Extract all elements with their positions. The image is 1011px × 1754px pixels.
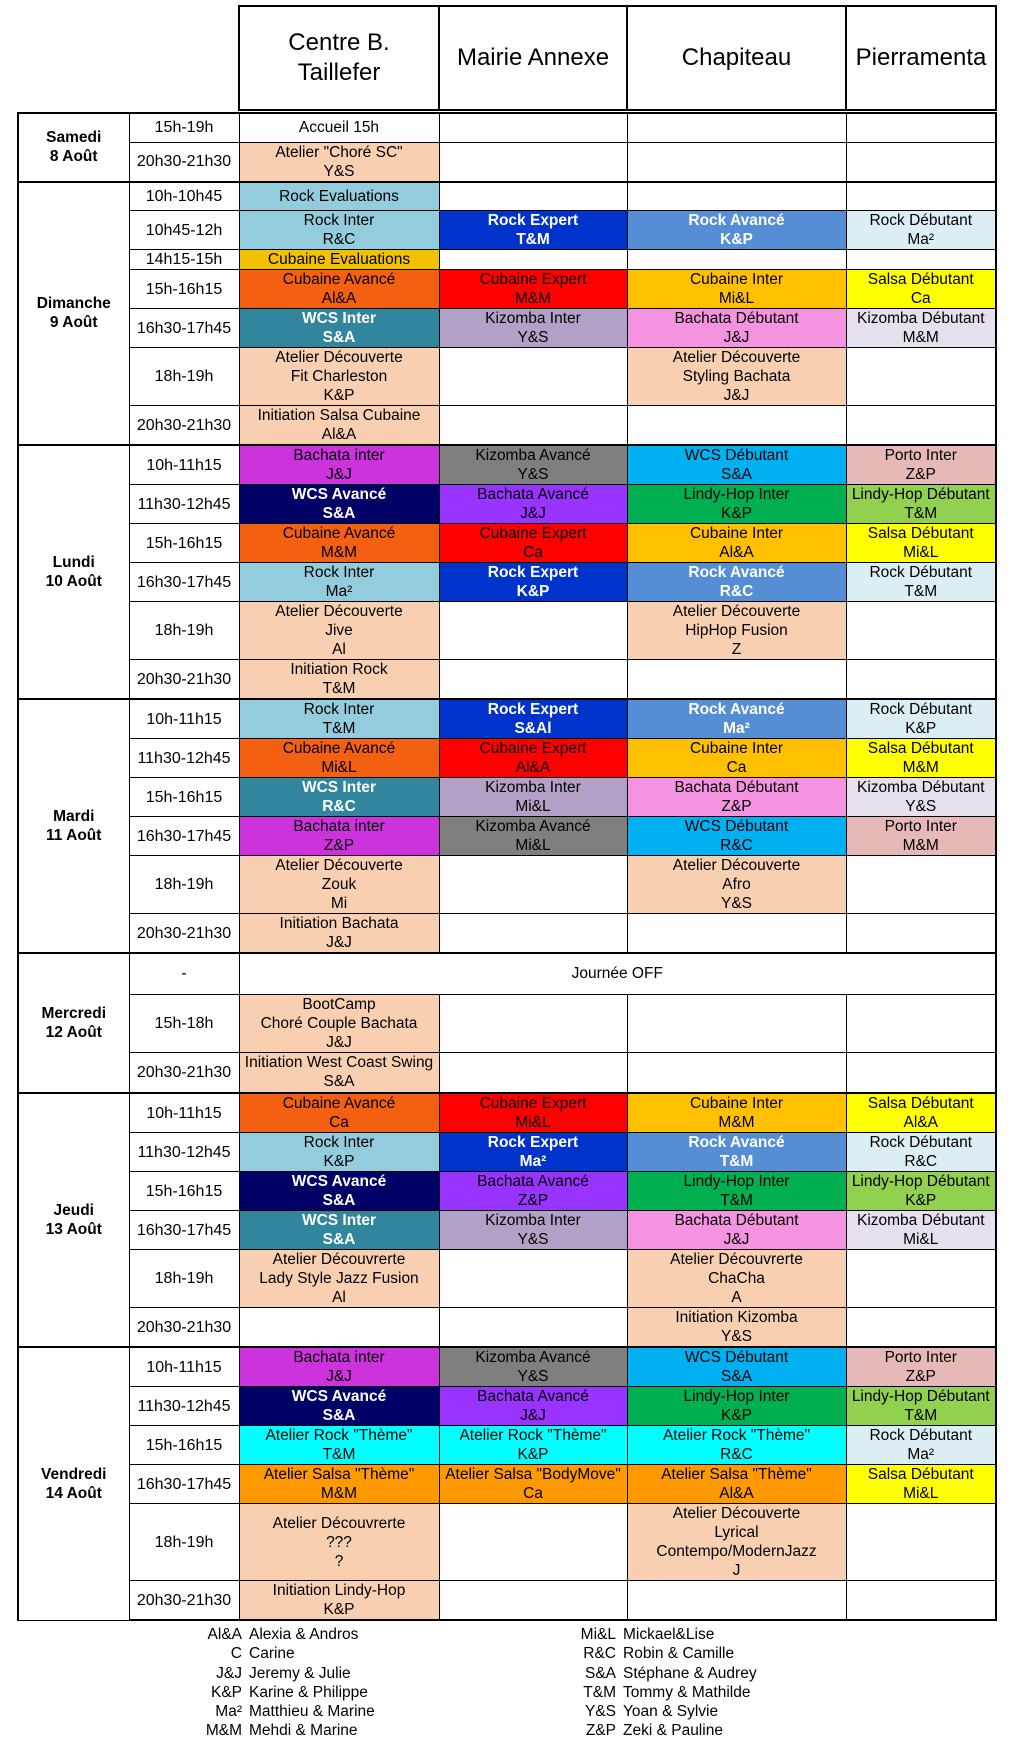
time-slot: 11h30-12h45 xyxy=(129,739,239,778)
class-cell: Rock Expert Ma² xyxy=(439,1133,627,1172)
day-label: Jeudi 13 Août xyxy=(18,1093,129,1347)
class-cell: Atelier "Choré SC" Y&S xyxy=(239,142,439,182)
class-cell: Rock Débutant Ma² xyxy=(846,211,996,250)
class-cell: Bachata Avancé Z&P xyxy=(439,1172,627,1211)
day-label: Mercredi 12 Août xyxy=(18,953,129,1093)
class-cell: Atelier Rock "Thème" K&P xyxy=(439,1426,627,1465)
class-cell: Lindy-Hop Débutant K&P xyxy=(846,1172,996,1211)
venue-header: Centre B. Taillefer xyxy=(239,6,439,110)
day-off-cell: Journée OFF xyxy=(239,953,996,994)
class-cell: Salsa Débutant Mi&L xyxy=(846,524,996,563)
schedule-row xyxy=(18,602,996,660)
class-cell: Kizomba Inter Y&S xyxy=(439,1211,627,1250)
time-slot: 15h-16h15 xyxy=(129,1172,239,1211)
class-cell: Porto Inter M&M xyxy=(846,817,996,856)
class-cell: Bachata Débutant J&J xyxy=(627,1211,846,1250)
legend-name: Alexia & Andros xyxy=(249,1626,359,1643)
schedule-table xyxy=(17,112,997,1621)
time-slot: 11h30-12h45 xyxy=(129,1387,239,1426)
schedule-row xyxy=(18,211,996,250)
class-cell: Rock Avancé K&P xyxy=(627,211,846,250)
time-slot: 15h-18h xyxy=(129,994,239,1052)
schedule-row xyxy=(18,1250,996,1308)
time-slot: 16h30-17h45 xyxy=(129,817,239,856)
empty-cell xyxy=(439,1250,627,1308)
time-slot: 14h15-15h xyxy=(129,250,239,270)
legend-abbreviation: S&A xyxy=(584,1664,616,1682)
schedule-row xyxy=(18,1387,996,1426)
day-label: Mardi 11 Août xyxy=(18,699,129,953)
class-cell: Rock Avancé R&C xyxy=(627,563,846,602)
schedule-row xyxy=(18,113,996,142)
legend-name: Tommy & Mathilde xyxy=(623,1683,751,1701)
schedule-row xyxy=(18,1465,996,1504)
class-cell: Initiation Kizomba Y&S xyxy=(627,1308,846,1348)
class-cell: Rock Avancé Ma² xyxy=(627,699,846,739)
empty-cell xyxy=(439,1504,627,1581)
legend-entry xyxy=(186,1644,375,1663)
legend-name: Mickael&Lise xyxy=(623,1626,715,1643)
class-cell: Kizomba Débutant M&M xyxy=(846,309,996,348)
empty-cell xyxy=(846,602,996,660)
class-cell: Kizomba Débutant Mi&L xyxy=(846,1211,996,1250)
empty-cell xyxy=(439,1052,627,1093)
schedule-row xyxy=(18,524,996,563)
schedule-row xyxy=(18,309,996,348)
schedule-row xyxy=(18,1093,996,1133)
class-cell: Atelier Rock "Thème" T&M xyxy=(239,1426,439,1465)
empty-cell xyxy=(846,994,996,1052)
schedule-row xyxy=(18,739,996,778)
legend-name: Zeki & Pauline xyxy=(623,1722,723,1740)
time-slot: 20h30-21h30 xyxy=(129,1052,239,1093)
class-cell: Atelier Rock "Thème" R&C xyxy=(627,1426,846,1465)
empty-cell xyxy=(846,348,996,406)
legend-entry xyxy=(570,1702,757,1721)
legend-name: Karine & Philippe xyxy=(249,1683,368,1701)
legend-abbreviation: T&M xyxy=(583,1683,616,1701)
schedule-row xyxy=(18,563,996,602)
class-cell: Initiation Salsa Cubaine Al&A xyxy=(239,406,439,446)
time-slot: 15h-16h15 xyxy=(129,1426,239,1465)
time-slot: - xyxy=(129,953,239,994)
class-cell: Cubaine Inter M&M xyxy=(627,1093,846,1133)
class-cell: Atelier Découverte Styling Bachata J&J xyxy=(627,348,846,406)
class-cell: Atelier Découverte HipHop Fusion Z xyxy=(627,602,846,660)
legend-name: Mehdi & Marine xyxy=(249,1722,358,1740)
class-cell: WCS Débutant S&A xyxy=(627,1347,846,1387)
day-label: Lundi 10 Août xyxy=(18,445,129,699)
schedule-row xyxy=(18,1347,996,1387)
class-cell: Cubaine Expert M&M xyxy=(439,270,627,309)
schedule-row xyxy=(18,270,996,309)
legend-name: Stéphane & Audrey xyxy=(623,1664,757,1682)
empty-cell xyxy=(439,994,627,1052)
class-cell: WCS Inter S&A xyxy=(239,309,439,348)
class-cell: Atelier Découvrerte ??? ? xyxy=(239,1504,439,1581)
class-cell: Salsa Débutant Ca xyxy=(846,270,996,309)
legend-entry xyxy=(570,1721,757,1740)
legend-name: Carine xyxy=(249,1645,295,1663)
time-slot: 10h-11h15 xyxy=(129,445,239,485)
legend-abbreviation: Al&A xyxy=(207,1626,242,1643)
empty-cell xyxy=(846,406,996,446)
schedule-row xyxy=(18,1133,996,1172)
class-cell: Rock Avancé T&M xyxy=(627,1133,846,1172)
empty-cell xyxy=(846,182,996,211)
class-cell: Initiation Lindy-Hop K&P xyxy=(239,1581,439,1621)
class-cell: Cubaine Evaluations xyxy=(239,250,439,270)
schedule-row xyxy=(18,406,996,446)
empty-cell xyxy=(627,142,846,182)
day-label: Vendredi 14 Août xyxy=(18,1347,129,1620)
class-cell: Rock Expert S&Al xyxy=(439,699,627,739)
venue-header: Mairie Annexe xyxy=(439,6,627,110)
class-cell: BootCamp Choré Couple Bachata J&J xyxy=(239,994,439,1052)
legend-abbreviation: Y&S xyxy=(584,1703,616,1721)
empty-cell xyxy=(846,1581,996,1621)
legend-abbreviation: Mi&L xyxy=(580,1626,616,1643)
schedule-row xyxy=(18,485,996,524)
time-slot: 11h30-12h45 xyxy=(129,485,239,524)
class-cell: Porto Inter Z&P xyxy=(846,445,996,485)
legend-abbreviation: Ma² xyxy=(215,1703,242,1721)
legend-entry xyxy=(570,1644,757,1663)
time-slot: 16h30-17h45 xyxy=(129,1211,239,1250)
class-cell: Rock Débutant Ma² xyxy=(846,1426,996,1465)
class-cell: Cubaine Inter Ca xyxy=(627,739,846,778)
legend-entry xyxy=(186,1625,375,1644)
empty-cell xyxy=(846,250,996,270)
legend-entry xyxy=(186,1664,375,1683)
class-cell: Cubaine Expert Al&A xyxy=(439,739,627,778)
time-slot: 20h30-21h30 xyxy=(129,1581,239,1621)
class-cell: Rock Débutant T&M xyxy=(846,563,996,602)
time-slot: 15h-16h15 xyxy=(129,270,239,309)
class-cell: Salsa Débutant Al&A xyxy=(846,1093,996,1133)
schedule-row xyxy=(18,1581,996,1621)
legend-abbreviation: J&J xyxy=(216,1664,242,1682)
legend-entry xyxy=(570,1664,757,1683)
legend-abbreviation: R&C xyxy=(583,1645,616,1663)
time-slot: 10h-11h15 xyxy=(129,1347,239,1387)
class-cell: Atelier Découverte Afro Y&S xyxy=(627,856,846,914)
time-slot: 18h-19h xyxy=(129,348,239,406)
empty-cell xyxy=(846,914,996,954)
class-cell: Bachata inter J&J xyxy=(239,445,439,485)
legend-name: Matthieu & Marine xyxy=(249,1703,375,1721)
empty-cell xyxy=(627,406,846,446)
schedule-row xyxy=(18,856,996,914)
class-cell: WCS Avancé S&A xyxy=(239,485,439,524)
empty-cell xyxy=(439,1308,627,1348)
class-cell: Salsa Débutant Mi&L xyxy=(846,1465,996,1504)
time-slot: 20h30-21h30 xyxy=(129,660,239,700)
legend-entry xyxy=(186,1683,375,1702)
legend-abbreviation: M&M xyxy=(205,1722,242,1740)
class-cell: Accueil 15h xyxy=(239,113,439,142)
empty-cell xyxy=(439,406,627,446)
class-cell: Kizomba Avancé Mi&L xyxy=(439,817,627,856)
legend-abbreviation: K&P xyxy=(210,1683,242,1701)
time-slot: 10h-11h15 xyxy=(129,1093,239,1133)
class-cell: Bachata Débutant Z&P xyxy=(627,778,846,817)
empty-cell xyxy=(439,142,627,182)
schedule-row xyxy=(18,142,996,182)
class-cell: Cubaine Inter Mi&L xyxy=(627,270,846,309)
class-cell: Atelier Découverte Zouk Mi xyxy=(239,856,439,914)
legend-name: Jeremy & Julie xyxy=(249,1664,351,1682)
class-cell: WCS Inter S&A xyxy=(239,1211,439,1250)
time-slot: 15h-19h xyxy=(129,113,239,142)
empty-cell xyxy=(627,994,846,1052)
schedule-row xyxy=(18,182,996,211)
empty-cell xyxy=(627,660,846,700)
class-cell: Lindy-Hop Inter K&P xyxy=(627,1387,846,1426)
schedule-row xyxy=(18,348,996,406)
schedule-row xyxy=(18,1211,996,1250)
empty-cell xyxy=(239,1308,439,1348)
time-slot: 18h-19h xyxy=(129,856,239,914)
class-cell: WCS Débutant R&C xyxy=(627,817,846,856)
class-cell: Cubaine Inter Al&A xyxy=(627,524,846,563)
empty-cell xyxy=(439,113,627,142)
time-slot: 10h-10h45 xyxy=(129,182,239,211)
empty-cell xyxy=(627,113,846,142)
schedule-row xyxy=(18,1172,996,1211)
class-cell: Porto Inter Z&P xyxy=(846,1347,996,1387)
class-cell: Atelier Découverte Fit Charleston K&P xyxy=(239,348,439,406)
class-cell: Cubaine Avancé Al&A xyxy=(239,270,439,309)
class-cell: Cubaine Avancé M&M xyxy=(239,524,439,563)
class-cell: Lindy-Hop Débutant T&M xyxy=(846,1387,996,1426)
time-slot: 18h-19h xyxy=(129,602,239,660)
legend-abbreviation: Z&P xyxy=(585,1722,616,1740)
schedule-row xyxy=(18,1426,996,1465)
empty-cell xyxy=(439,602,627,660)
time-slot: 20h30-21h30 xyxy=(129,1308,239,1348)
empty-cell xyxy=(627,182,846,211)
empty-cell xyxy=(439,856,627,914)
class-cell: Initiation Rock T&M xyxy=(239,660,439,700)
schedule-row xyxy=(18,660,996,700)
time-slot: 10h-11h15 xyxy=(129,699,239,739)
schedule-row xyxy=(18,953,996,994)
empty-cell xyxy=(846,1504,996,1581)
time-slot: 16h30-17h45 xyxy=(129,1465,239,1504)
class-cell: Cubaine Expert Ca xyxy=(439,524,627,563)
time-slot: 11h30-12h45 xyxy=(129,1133,239,1172)
time-slot: 16h30-17h45 xyxy=(129,563,239,602)
class-cell: Rock Evaluations xyxy=(239,182,439,211)
legend-column-right xyxy=(570,1625,757,1741)
empty-cell xyxy=(439,348,627,406)
empty-cell xyxy=(846,1308,996,1348)
empty-cell xyxy=(439,914,627,954)
venue-header: Pierramenta xyxy=(846,6,996,110)
empty-cell xyxy=(846,113,996,142)
legend-entry xyxy=(570,1625,757,1644)
empty-cell xyxy=(439,1581,627,1621)
empty-cell xyxy=(439,182,627,211)
time-slot: 15h-16h15 xyxy=(129,524,239,563)
legend-entry xyxy=(186,1721,375,1740)
legend-column-left xyxy=(186,1625,375,1741)
class-cell: Rock Inter K&P xyxy=(239,1133,439,1172)
legend-entry xyxy=(186,1702,375,1721)
legend-abbreviation: C xyxy=(230,1645,242,1663)
class-cell: Rock Expert T&M xyxy=(439,211,627,250)
time-slot: 20h30-21h30 xyxy=(129,914,239,954)
class-cell: Bachata Avancé J&J xyxy=(439,1387,627,1426)
empty-cell xyxy=(439,660,627,700)
class-cell: Lindy-Hop Inter T&M xyxy=(627,1172,846,1211)
class-cell: Kizomba Débutant Y&S xyxy=(846,778,996,817)
empty-cell xyxy=(846,1052,996,1093)
day-label: Dimanche 9 Août xyxy=(18,182,129,446)
time-slot: 20h30-21h30 xyxy=(129,406,239,446)
class-cell: Atelier Découverte Lyrical Contempo/ModernJazz J xyxy=(627,1504,846,1581)
class-cell: Salsa Débutant M&M xyxy=(846,739,996,778)
class-cell: Atelier Découvrerte Lady Style Jazz Fusion Al xyxy=(239,1250,439,1308)
empty-cell xyxy=(627,1581,846,1621)
empty-cell xyxy=(846,142,996,182)
schedule-row xyxy=(18,994,996,1052)
empty-cell xyxy=(627,1052,846,1093)
class-cell: Initiation Bachata J&J xyxy=(239,914,439,954)
class-cell: Rock Débutant R&C xyxy=(846,1133,996,1172)
class-cell: WCS Débutant S&A xyxy=(627,445,846,485)
class-cell: Lindy-Hop Débutant T&M xyxy=(846,485,996,524)
empty-cell xyxy=(627,250,846,270)
class-cell: Initiation West Coast Swing S&A xyxy=(239,1052,439,1093)
class-cell: Bachata Avancé J&J xyxy=(439,485,627,524)
schedule-row xyxy=(18,778,996,817)
schedule-row xyxy=(18,1052,996,1093)
time-slot: 10h45-12h xyxy=(129,211,239,250)
schedule-row xyxy=(18,699,996,739)
empty-cell xyxy=(846,856,996,914)
schedule-row xyxy=(18,445,996,485)
time-slot: 15h-16h15 xyxy=(129,778,239,817)
class-cell: Cubaine Expert Mi&L xyxy=(439,1093,627,1133)
empty-cell xyxy=(846,1250,996,1308)
class-cell: Bachata Débutant J&J xyxy=(627,309,846,348)
class-cell: Rock Débutant K&P xyxy=(846,699,996,739)
venue-header-table xyxy=(238,5,997,111)
class-cell: Kizomba Inter Y&S xyxy=(439,309,627,348)
class-cell: Rock Inter R&C xyxy=(239,211,439,250)
schedule-row xyxy=(18,914,996,954)
class-cell: Atelier Salsa "BodyMove" Ca xyxy=(439,1465,627,1504)
class-cell: Cubaine Avancé Ca xyxy=(239,1093,439,1133)
schedule-row xyxy=(18,1308,996,1348)
class-cell: Cubaine Avancé Mi&L xyxy=(239,739,439,778)
time-slot: 16h30-17h45 xyxy=(129,309,239,348)
class-cell: Rock Inter T&M xyxy=(239,699,439,739)
empty-cell xyxy=(627,914,846,954)
class-cell: Atelier Salsa "Thème" Al&A xyxy=(627,1465,846,1504)
empty-cell xyxy=(439,250,627,270)
schedule-row xyxy=(18,250,996,270)
schedule-row xyxy=(18,817,996,856)
class-cell: Kizomba Avancé Y&S xyxy=(439,1347,627,1387)
class-cell: Lindy-Hop Inter K&P xyxy=(627,485,846,524)
day-label: Samedi 8 Août xyxy=(18,113,129,182)
class-cell: Atelier Salsa "Thème" M&M xyxy=(239,1465,439,1504)
class-cell: Kizomba Avancé Y&S xyxy=(439,445,627,485)
class-cell: Bachata inter Z&P xyxy=(239,817,439,856)
time-slot: 18h-19h xyxy=(129,1504,239,1581)
venue-header: Chapiteau xyxy=(627,6,846,110)
legend-name: Yoan & Sylvie xyxy=(623,1703,719,1721)
time-slot: 20h30-21h30 xyxy=(129,142,239,182)
class-cell: WCS Avancé S&A xyxy=(239,1172,439,1211)
legend-entry xyxy=(570,1683,757,1702)
class-cell: Bachata inter J&J xyxy=(239,1347,439,1387)
class-cell: Kizomba Inter Mi&L xyxy=(439,778,627,817)
class-cell: Atelier Découverte Jive Al xyxy=(239,602,439,660)
class-cell: Atelier Découvrerte ChaCha A xyxy=(627,1250,846,1308)
schedule-row xyxy=(18,1504,996,1581)
class-cell: WCS Inter R&C xyxy=(239,778,439,817)
class-cell: Rock Inter Ma² xyxy=(239,563,439,602)
legend-name: Robin & Camille xyxy=(623,1645,735,1663)
empty-cell xyxy=(846,660,996,700)
class-cell: Rock Expert K&P xyxy=(439,563,627,602)
time-slot: 18h-19h xyxy=(129,1250,239,1308)
class-cell: WCS Avancé S&A xyxy=(239,1387,439,1426)
